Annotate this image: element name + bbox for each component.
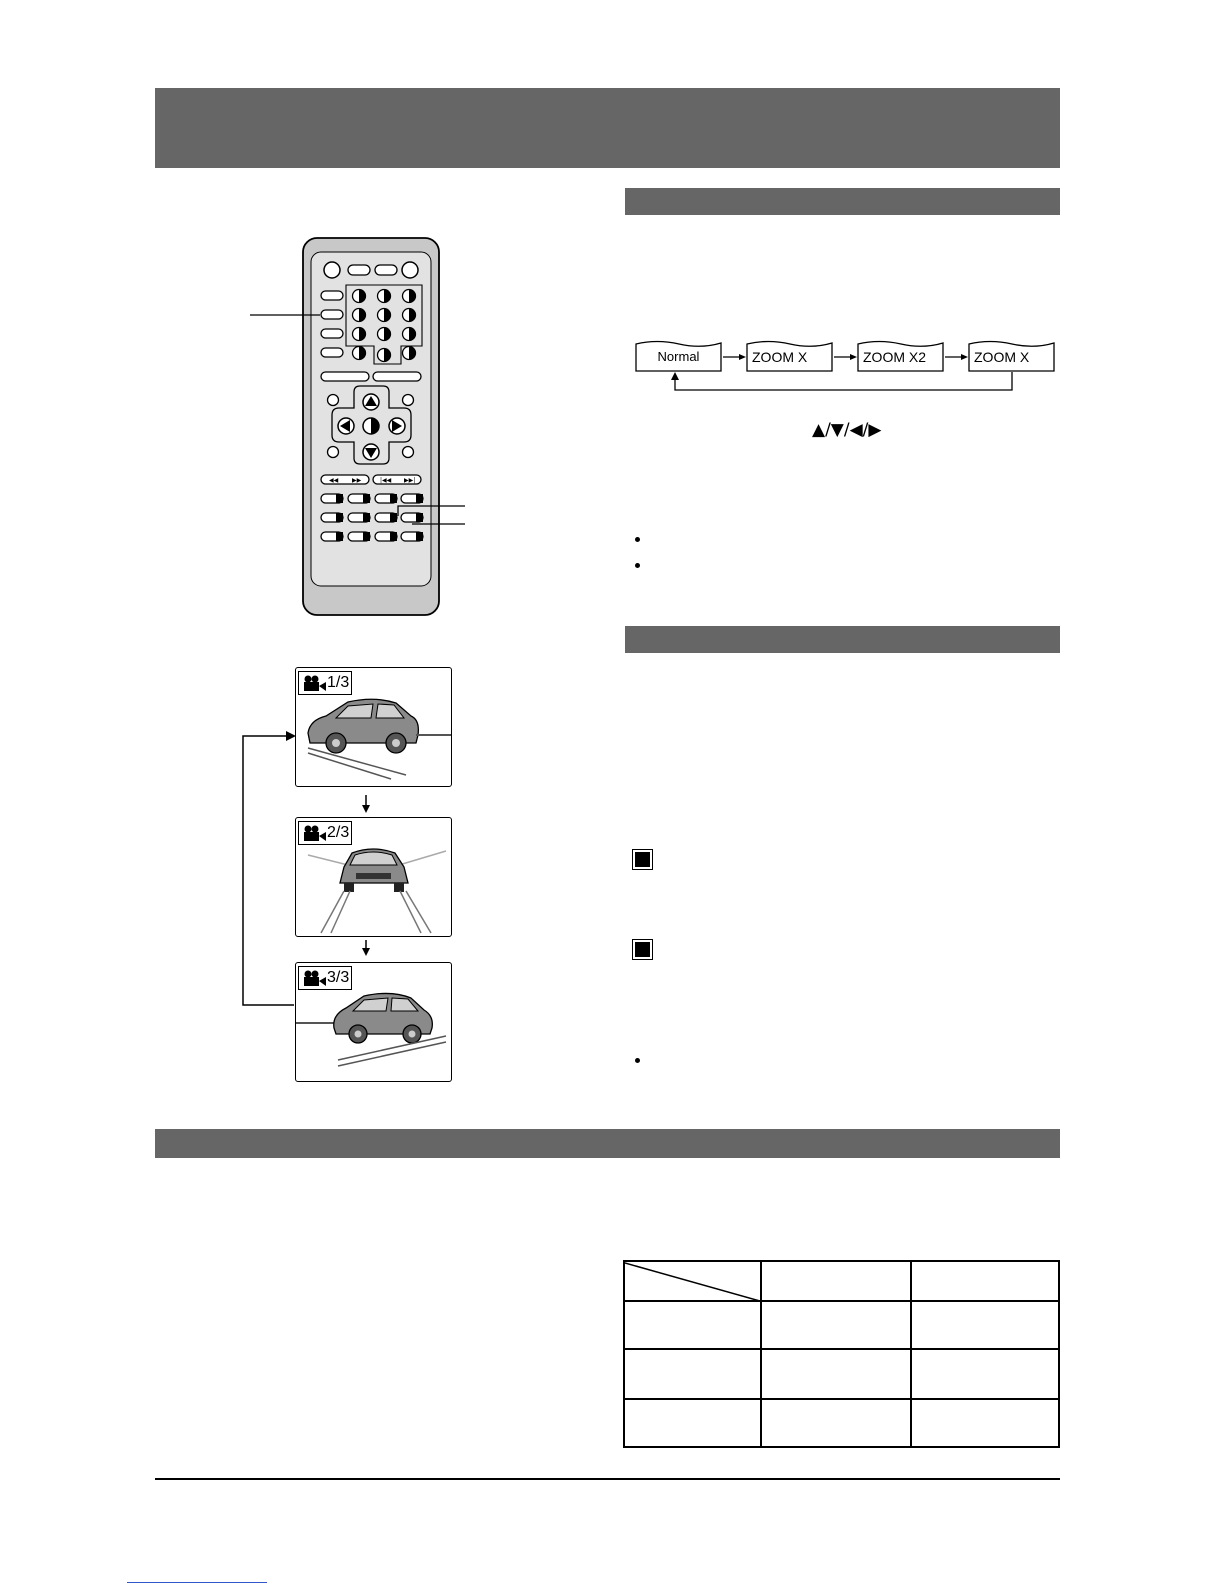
- svg-text:|◀◀: |◀◀: [380, 477, 392, 484]
- bottom-section-header: [155, 1129, 1060, 1158]
- table-cell: [624, 1301, 761, 1349]
- footer-link-underline: [127, 1582, 267, 1583]
- info-table: [623, 1260, 1060, 1448]
- angle-badge: [298, 671, 352, 695]
- angle-section-header: [625, 626, 1060, 653]
- svg-text:▶▶: ▶▶: [352, 477, 362, 484]
- angle-number: 3/3: [327, 969, 350, 986]
- table-cell: [911, 1349, 1059, 1399]
- table-cell: [761, 1349, 911, 1399]
- direction-keys-text: ▲/▼/◀/▶: [812, 420, 882, 440]
- svg-text:▶▶|: ▶▶|: [404, 477, 416, 484]
- svg-text:◀◀: ◀◀: [329, 477, 339, 484]
- table-corner-cell: [624, 1261, 761, 1301]
- square-bullet: [633, 940, 652, 959]
- table-header-cell: [911, 1261, 1059, 1301]
- table-cell: [911, 1399, 1059, 1447]
- footer-rule: [155, 1478, 1060, 1480]
- remote-callout-lines: [250, 300, 480, 540]
- zoom-step-label: ZOOM X: [752, 349, 808, 365]
- bullet-point: [635, 537, 640, 542]
- table-cell: [624, 1349, 761, 1399]
- bullet-point: [635, 563, 640, 568]
- angle-number: 2/3: [327, 824, 350, 841]
- table-cell: [911, 1301, 1059, 1349]
- page-header-band: [155, 88, 1060, 168]
- bullet-point: [635, 1058, 640, 1063]
- table-header-cell: [761, 1261, 911, 1301]
- diagonal-divider: [625, 1262, 760, 1302]
- square-bullet: [633, 850, 652, 869]
- camera-icon: [303, 675, 327, 691]
- angle-number: 1/3: [327, 674, 350, 691]
- zoom-sequence-arrows: [660, 350, 1030, 400]
- angle-flow-arrows: [238, 725, 378, 1015]
- zoom-step-label: Normal: [657, 349, 700, 364]
- arrow-down-icon: [362, 948, 370, 956]
- table-cell: [761, 1301, 911, 1349]
- table-cell: [761, 1399, 911, 1447]
- zoom-section-header: [625, 188, 1060, 215]
- arrow-down-icon: [362, 805, 370, 813]
- table-cell: [624, 1399, 761, 1447]
- zoom-step-label: ZOOM X2: [863, 349, 927, 365]
- zoom-step-label: ZOOM X: [974, 349, 1030, 365]
